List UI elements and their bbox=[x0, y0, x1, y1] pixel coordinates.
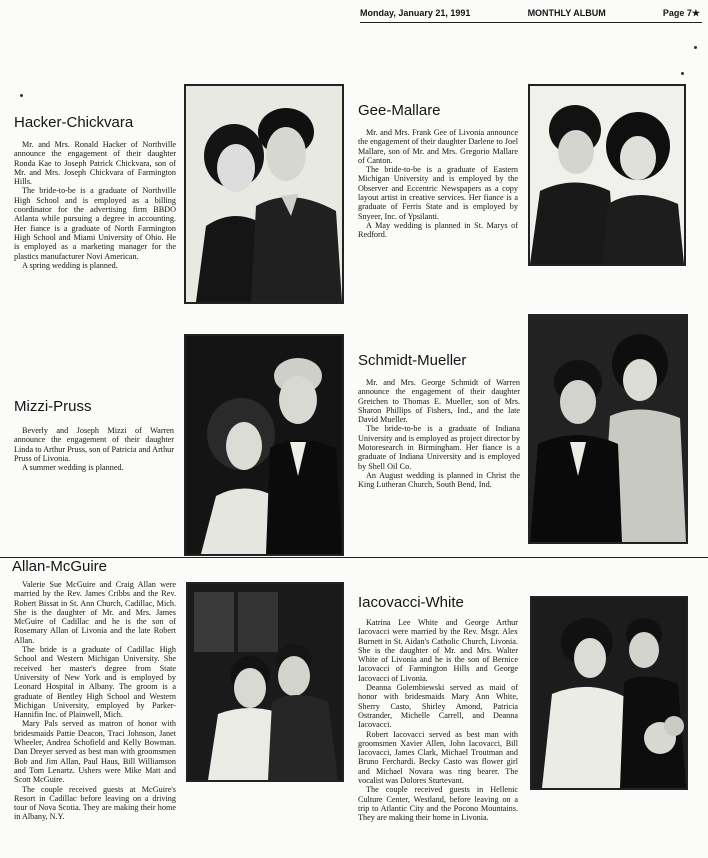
article-body bbox=[358, 378, 520, 490]
couple-photo bbox=[184, 334, 344, 556]
article-body bbox=[358, 128, 518, 240]
article-paragraph: Robert Iacovacci served as best man with groomsmen Xavier Allen, John Iacovacci, Bill Iacovacci, James Clark, Michael Troutman and Bruno Ferchardi. Becky Casto was flower girl and Michael Novara was ring bearer. The vocalist was Dolores Sturtevant. bbox=[358, 729, 518, 786]
couple-photo bbox=[186, 582, 344, 782]
article-body bbox=[358, 618, 518, 823]
article-title: Mizzi-Pruss bbox=[14, 398, 92, 415]
article-paragraph: A May wedding is planned in St. Marys of Redford. bbox=[358, 220, 518, 240]
article-paragraph: The bride is a graduate of Cadillac High School and Western Michigan University. She received her master's degree from State University of New York and is employed by Leonard Hospital in Albany. The groom is a graduate of Bentley High School and Western Michigan University, employed by Parker-Hannifin Inc. of Plainwell, Mich. bbox=[14, 645, 176, 720]
print-speck bbox=[681, 72, 684, 75]
masthead-date: Monday, January 21, 1991 bbox=[360, 8, 471, 18]
article-paragraph: The bride-to-be is a graduate of Northville High School and is employed as a billing coordinator for the advertising firm BBDO Atlanta while pursuing a degree in accounting. Her fiance is a graduate of North Farmington High School and Miami University of Ohio. He is employed as a marketing manager for the plastics manufacturer Novi American. bbox=[14, 186, 176, 261]
article-paragraph: Mr. and Mrs. Frank Gee of Livonia announce the engagement of their daughter Darlene to Joel Mallare, son of Mr. and Mrs. Gregorio Mallare of Canton. bbox=[358, 128, 518, 165]
article-paragraph: Deanna Golembiewski served as maid of honor with bridesmaids Mary Ann White, Sherry Casto, Shirley Amond, Patricia Ostrander, Michelle Carrell, and Deanna Iacovacci. bbox=[358, 683, 518, 730]
article-paragraph: The bride-to-be is a graduate of Eastern Michigan University and is employed by the Observer and Eccentric Newspapers as a copy layout artist in creative services. Her fiance is a graduate of Ferris State and is employed by Snyeer, Inc. of Ypsilanti. bbox=[358, 165, 518, 221]
article-paragraph: A spring wedding is planned. bbox=[22, 260, 118, 270]
couple-photo bbox=[530, 596, 688, 790]
article-paragraph: The couple received guests at McGuire's Resort in Cadillac before leaving on a driving tour of Nova Scotia. They are making their home in Albany, N.Y. bbox=[14, 784, 176, 822]
article-paragraph: Mr. and Mrs. George Schmidt of Warren announce the engagement of their daughter Gretchen to Thomas E. Mueller, son of Mrs. Sharon Phillips of Fishers, Ind., and the late David Mueller. bbox=[358, 378, 520, 425]
article-paragraph: The couple received guests in Hellenic Culture Center, Westland, before leaving on a trip to Atlantic City and the Pocono Mountains. They are making their home in Livonia. bbox=[358, 785, 518, 823]
article-title: Hacker-Chickvara bbox=[14, 114, 134, 131]
couple-photo bbox=[184, 84, 344, 304]
masthead-rule bbox=[360, 22, 702, 23]
article-title: Allan-McGuire bbox=[12, 558, 108, 575]
couple-photo bbox=[528, 84, 686, 266]
article-title: Gee-Mallare bbox=[358, 102, 441, 119]
print-speck bbox=[694, 46, 697, 49]
article-paragraph: Katrina Lee White and George Arthur Iacovacci were married by the Rev. Msgr. Alex Burnett in St. Aidan's Catholic Church, Livonia. She is the daughter of Mr. and Mrs. Walter White of Livonia and he is the son of Bernice Iacovacci of Farmington Hills and George Iacovacci of Livonia. bbox=[358, 618, 518, 683]
couple-photo bbox=[528, 314, 688, 544]
article-body bbox=[14, 426, 174, 472]
article-paragraph: An August wedding is planned in Christ the King Lutheran Church, South Bend, Ind. bbox=[358, 470, 520, 490]
masthead-section: MONTHLY ALBUM bbox=[527, 8, 606, 18]
article-paragraph: A summer wedding is planned. bbox=[22, 463, 124, 473]
article-body bbox=[14, 580, 176, 822]
masthead-page: Page 7★ bbox=[662, 8, 700, 18]
article-paragraph: The bride-to-be is a graduate of Indiana University and is employed as project director by Motoresearch in Birmingham. Her fiance is a graduate of Indiana University and is employed by Shell Oil Co. bbox=[358, 424, 520, 471]
article-paragraph: Beverly and Joseph Mizzi of Warren announce the engagement of their daughter Linda to Arthur Pruss, son of Patricia and Arthur Pruss of Livonia. bbox=[14, 426, 174, 463]
article-paragraph: Mary Pals served as matron of honor with bridesmaids Pattie Deacon, Traci Johnson, Janet Wheeler, Andrea Schofield and Kelly Bowman. Dan Dreyer served as best man with groomsmen Bob and Jim Allan, Paul Haus, Bill Williamson and Tom Lenartz. Ushers were Mike Matt and Scott McGuire. bbox=[14, 719, 176, 785]
print-speck bbox=[20, 94, 23, 97]
article-paragraph: Valerie Sue McGuire and Craig Allan were married by the Rev. James Cribbs and the Rev. Robert Bissat in St. Ann Church, Cadillac, Mich. She is the daughter of Mr. and Mrs. James McGuire of Cadillac and he is the son of Rosemary Allan of Livonia and the late Robert Allan. bbox=[14, 580, 176, 645]
article-title: Iacovacci-White bbox=[358, 594, 464, 611]
article-body bbox=[14, 140, 176, 270]
masthead bbox=[360, 8, 700, 19]
article-title: Schmidt-Mueller bbox=[358, 352, 467, 369]
article-paragraph: Mr. and Mrs. Ronald Hacker of Northville announce the engagement of their daughter Ronda Kae to Joseph Patrick Chickvara, son of Mr. and Mrs. Joseph Chickvara of Farmington Hills. bbox=[14, 140, 176, 187]
